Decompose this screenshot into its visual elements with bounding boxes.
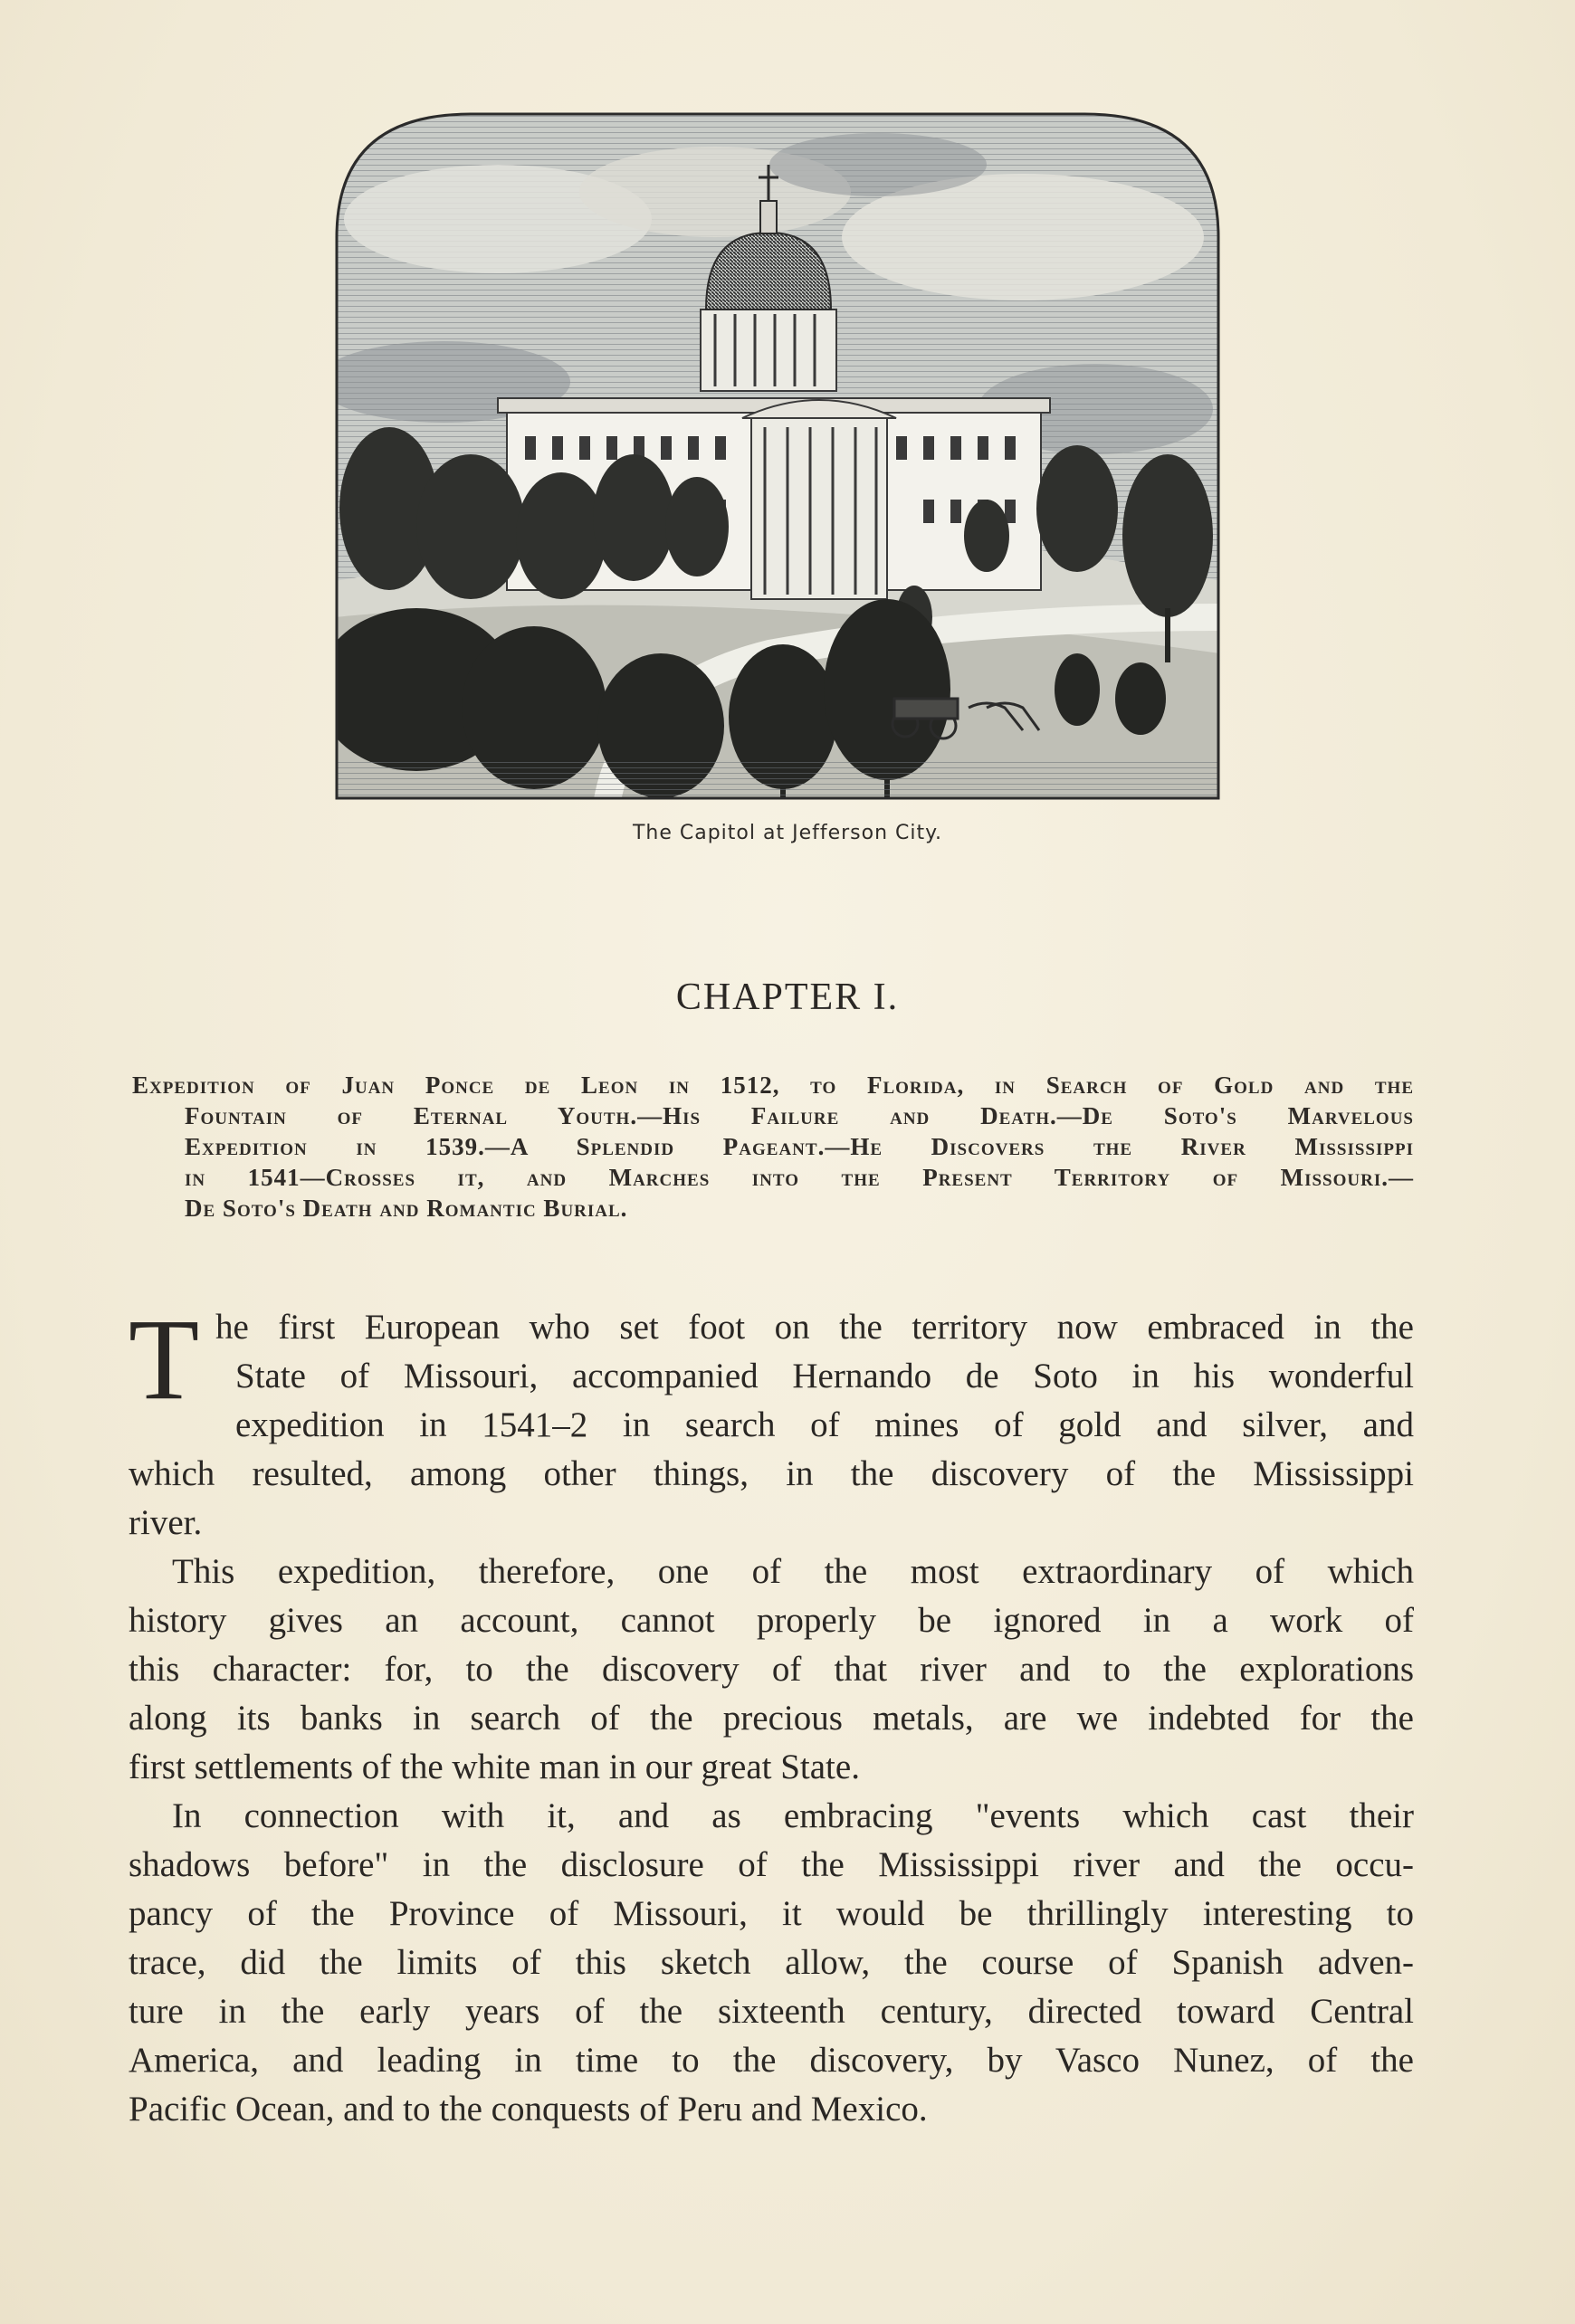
capitol-engraving [335,110,1220,805]
body-line: this character: for, to the discovery of that river and to the explorations [129,1650,1414,1689]
body-line: State of Missouri, accompanied Hernando de Soto in his wonderful [235,1357,1414,1395]
body-line: In connection with it, and as embracing "events which cast their [172,1796,1414,1835]
body-line: shadows before" in the disclosure of the Mississippi river and the occu- [129,1845,1414,1884]
body-line: trace, did the limits of this sketch allow, the course of Spanish adven- [129,1943,1414,1982]
drop-cap: T [129,1295,200,1424]
body-line: expedition in 1541–2 in search of mines of gold and silver, and [235,1405,1414,1444]
body-line: Pacific Ocean, and to the conquests of Peru and Mexico. [129,2090,928,2129]
summary-line: Fountain of Eternal Youth.—His Failure and Death.—De Soto's Marvelous [185,1102,1414,1129]
body-line: along its banks in search of the precious metals, are we indebted for the [129,1699,1414,1738]
body-line: which resulted, among other things, in the discovery of the Mississippi [129,1454,1414,1493]
summary-line: Expedition of Juan Ponce de Leon in 1512, to Florida, in Search of Gold and the [132,1072,1414,1099]
body-line: river. [129,1503,203,1542]
chapter-title: CHAPTER I. [675,976,900,1018]
figure-caption: The Capitol at Jefferson City. [632,822,943,844]
body-line: first settlements of the white man in our great State. [129,1748,860,1786]
body-line: pancy of the Province of Missouri, it would be thrillingly interesting to [129,1894,1414,1933]
body-line: history gives an account, cannot properly be ignored in a work of [129,1601,1414,1640]
summary-line: De Soto's Death and Romantic Burial. [185,1195,628,1222]
body-line: America, and leading in time to the discovery, by Vasco Nunez, of the [129,2041,1414,2080]
summary-line: Expedition in 1539.—A Splendid Pageant.—He Discovers the River Mississippi [185,1133,1414,1160]
body-line: This expedition, therefore, one of the most extraordinary of which [172,1552,1414,1591]
body-line: ture in the early years of the sixteenth century, directed toward Central [129,1992,1414,2031]
summary-line: in 1541—Crosses it, and Marches into the Present Territory of Missouri.— [185,1164,1414,1191]
body-text [129,1295,1414,2134]
chapter-summary [132,1070,1414,1224]
body-line: he first European who set foot on the territory now embraced in the [215,1308,1414,1347]
